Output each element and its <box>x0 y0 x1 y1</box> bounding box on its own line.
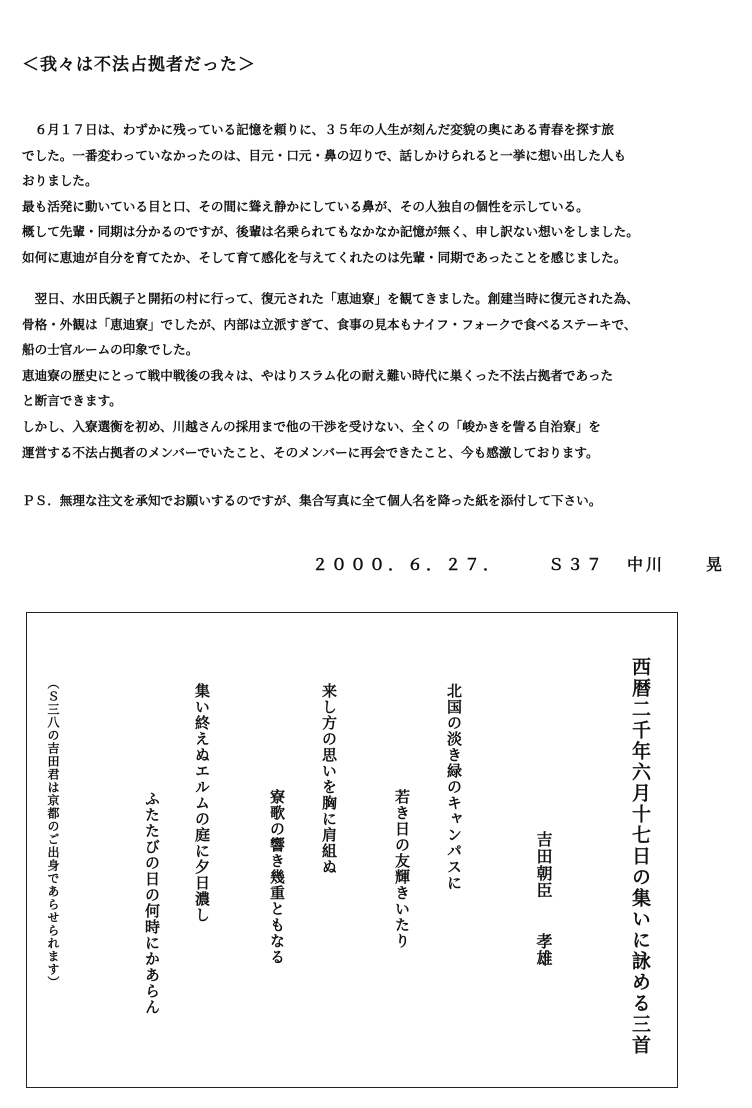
poem-3-line-2: ふたたびの日の何時にかあらん <box>143 791 161 1015</box>
paragraph-1 <box>22 117 732 271</box>
poem-box <box>26 612 678 1088</box>
paragraph-line: ６月１７日は、わずかに残っている記憶を頼りに、３５年の人生が刻んだ変貌の奥にある青春を探す旅 <box>22 122 614 137</box>
paragraph-line: 如何に恵迪が自分を育てたか、そして育て感化を与えてくれたのは先輩・同期であったことを感じました。 <box>22 249 627 265</box>
paragraph-line: 恵迪寮の歴史にとって戦中戦後の我々は、やはりスラム化の耐え難い時代に巣くった不法占拠者であった <box>22 367 614 383</box>
poem-3-line-1: 集い終えぬエルムの庭に夕日濃し <box>193 683 211 923</box>
poem-2-line-1: 来し方の思いを胸に肩組ぬ <box>320 683 338 875</box>
paragraph-line: 運営する不法占拠者のメンバーでいたこと、そのメンバーに再会できたこと、今も感激しております。 <box>22 444 599 460</box>
signature-date: ２０００．６．２７． <box>312 555 503 574</box>
poem-1-line-1: 北国の淡き緑のキャンパスに <box>445 683 463 891</box>
paragraph-line: 最も活発に動いている目と口、その間に聳え静かにしている鼻が、その人独自の個性を示している。 <box>22 198 589 214</box>
signature-class: Ｓ３７ <box>548 555 606 574</box>
paragraph-line: でした。一番変わっていなかったのは、目元・口元・鼻の辺りで、話しかけられると一挙に想い出した人も <box>22 147 627 163</box>
poem-1-line-2: 若き日の友輝きいたり <box>393 789 411 949</box>
poem-note: （Ｓ三八の吉田君は京都のご出身であらせられます） <box>46 677 60 989</box>
poem-heading: 西暦二千年六月十七日の集いに詠める三首 <box>629 657 651 1056</box>
paragraph-line: と断言できます。 <box>22 393 122 409</box>
paragraph-line: 骨格・外観は「恵迪寮」でしたが、内部は立派すぎて、食事の見本もナイフ・フォークで食べるステーキで、 <box>22 316 637 332</box>
paragraph-line: しかし、入寮選衡を初め、川越さんの採用まで他の干渉を受けない、全くの「峻かきを訾る自治寮」を <box>22 418 601 434</box>
paragraph-line: 概して先輩・同期は分かるのですが、後輩は名乗られてもなかなか記憶が無く、申し訳ない想いをしました。 <box>22 224 639 240</box>
paragraph-line: 船の士官ルームの印象でした。 <box>22 342 199 358</box>
paragraph-line: おりました。 <box>22 173 98 189</box>
poem-2-line-2: 寮歌の響き幾重ともなる <box>268 789 286 965</box>
page-title: ＜我々は不法占拠者だった＞ <box>22 55 256 75</box>
ps-note <box>22 488 732 514</box>
signature-surname: 中川 <box>627 555 666 574</box>
ps-text: ＰＳ．無理な注文を承知でお願いするのですが、集合写真に全て個人名を降った紙を添付して下さい。 <box>22 493 602 508</box>
paragraph-2 <box>22 286 732 465</box>
signature-given: 晃 <box>706 555 726 574</box>
paragraph-line: 翌日、水田氏親子と開拓の村に行って、復元された「恵迪寮」を観てきました。創建当時に復元された為、 <box>22 291 639 306</box>
poem-author: 吉田朝臣 孝雄 <box>534 831 553 967</box>
